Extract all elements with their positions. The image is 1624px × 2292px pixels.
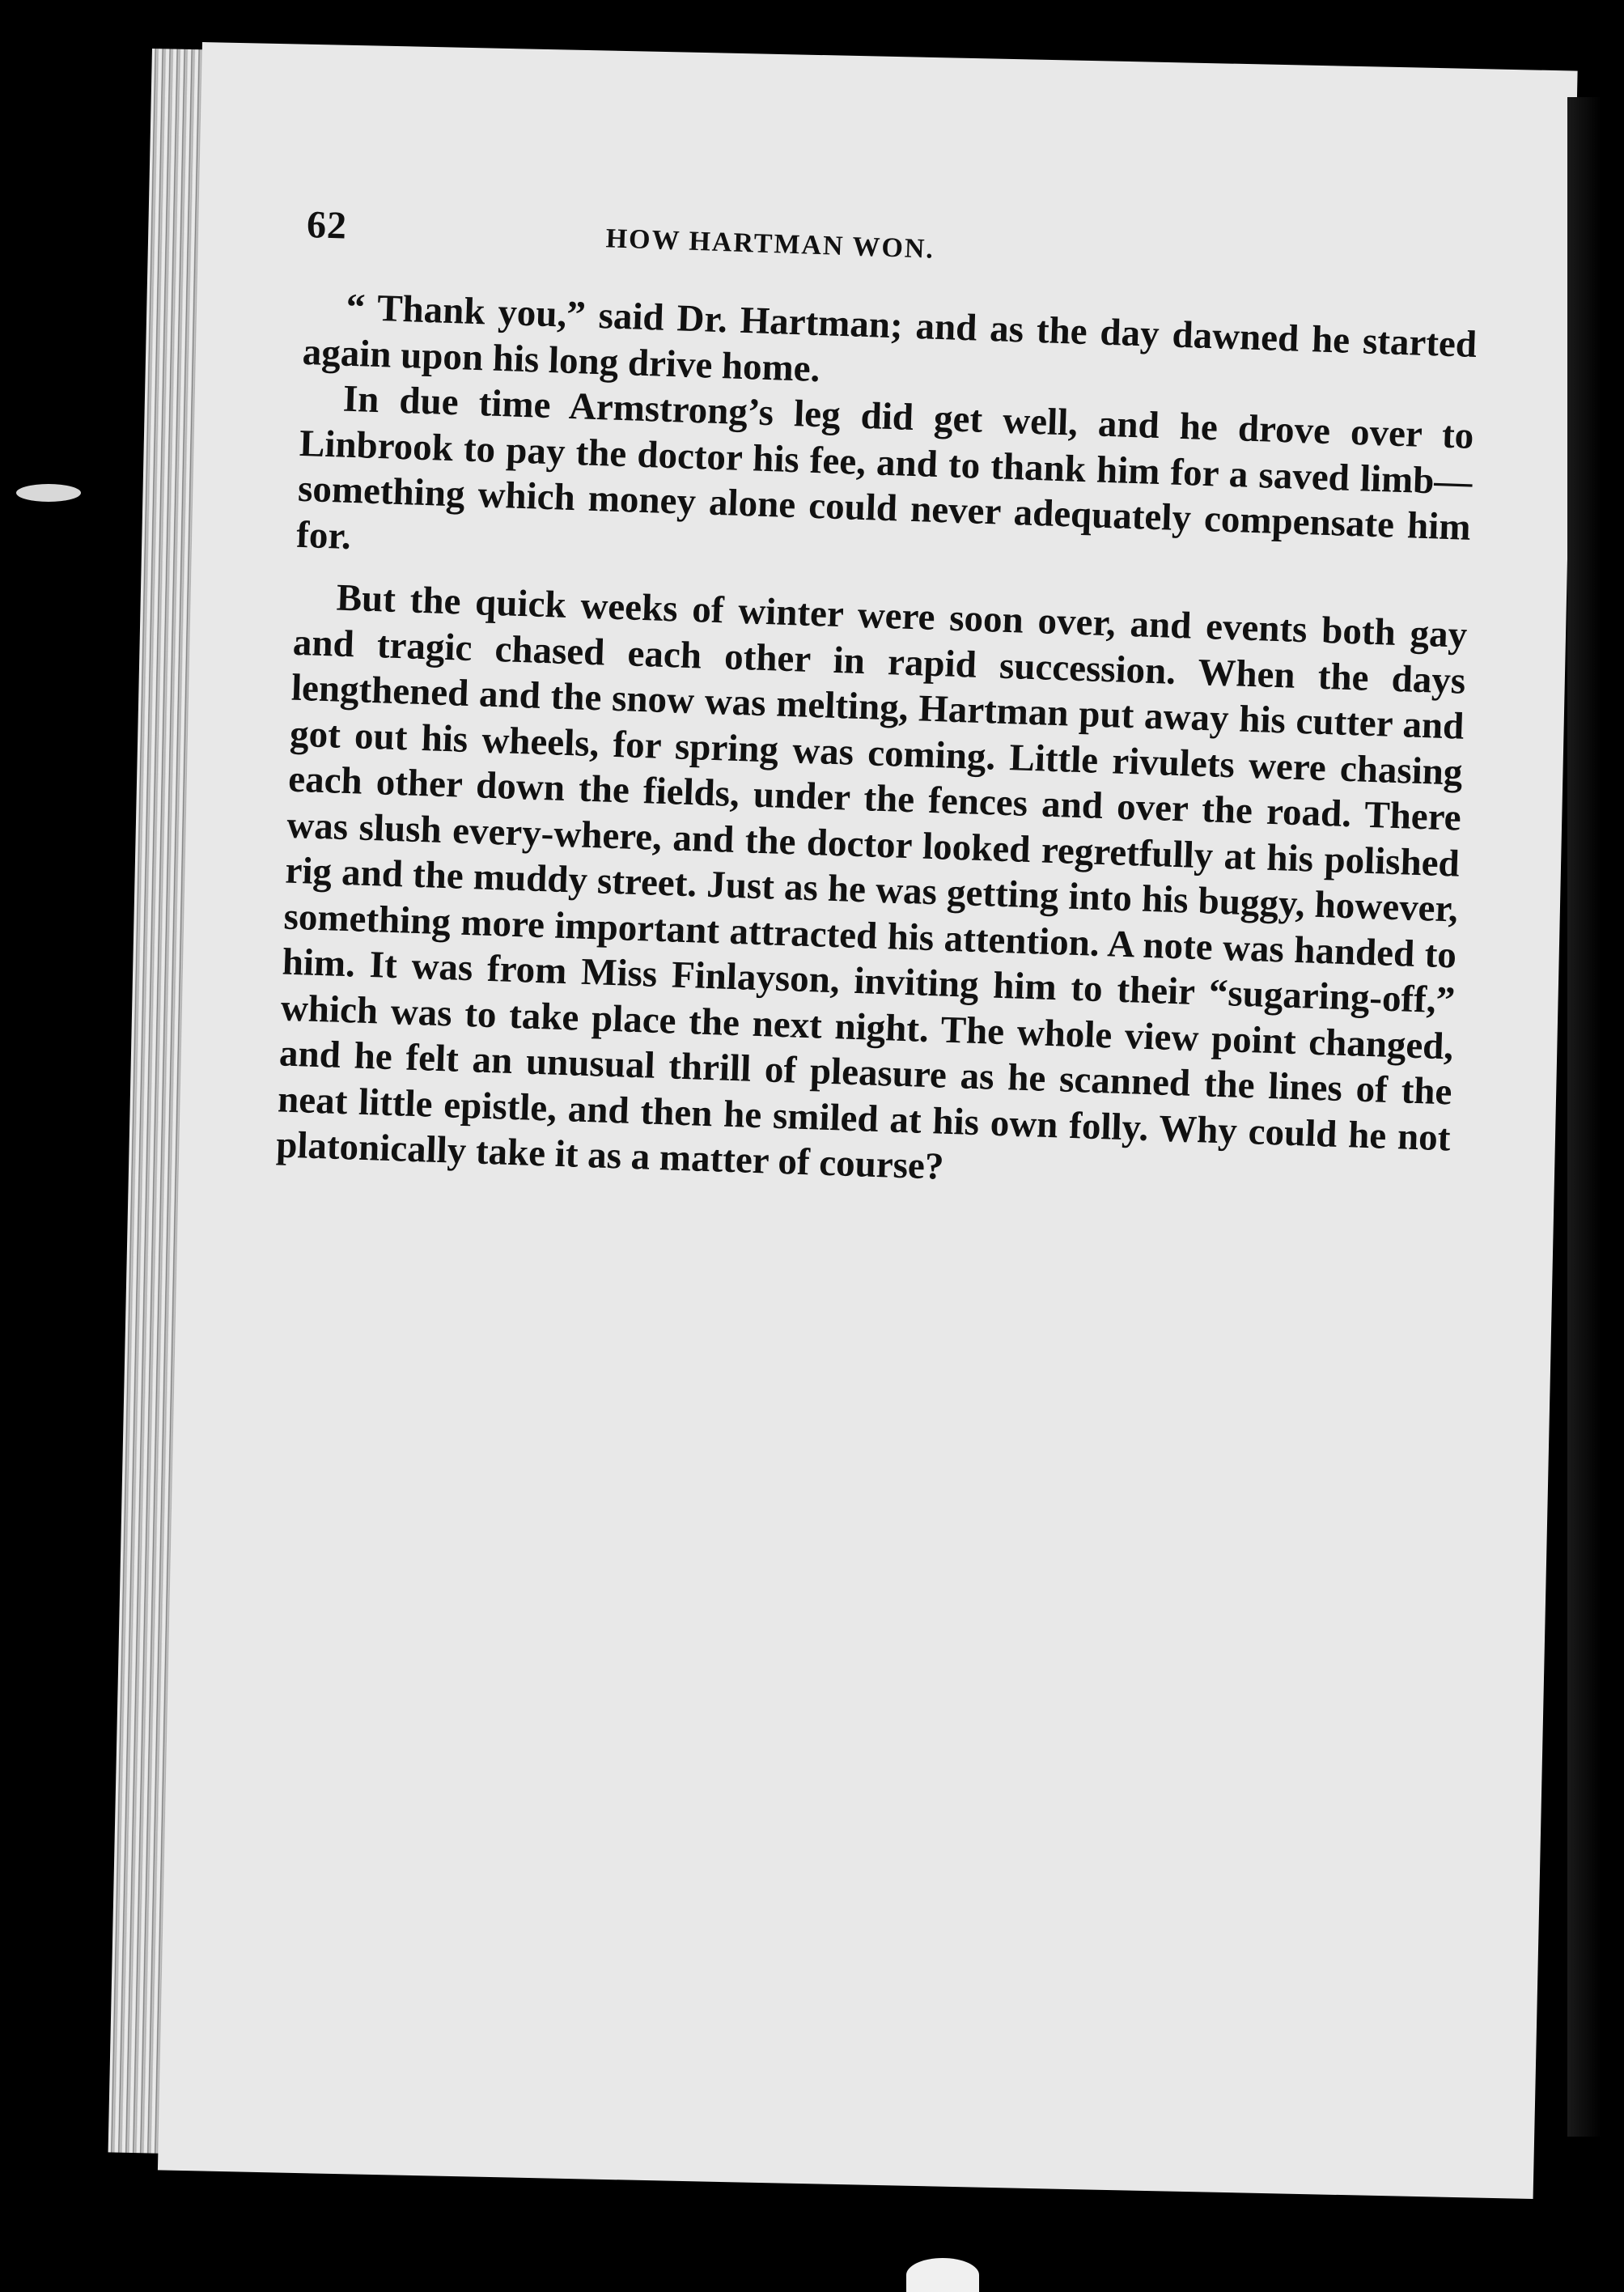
paragraph: “ Thank you,” said Dr. Hartman; and as the day dawned he started again upon his long drive home. [302,286,1478,390]
running-head: HOW HARTMAN WON. [605,223,935,265]
page-content [275,202,1480,1207]
margin-speck [906,2258,979,2292]
margin-speck [16,484,81,502]
page-number: 62 [306,202,348,248]
binding-shadow [1567,97,1624,2137]
body-text [275,283,1477,1207]
paragraph: In due time Armstrong’s leg did get well, and he drove over to Linbrook to pay the doctor his fee, and to thank him for a saved limb—something which money alone could never adequately compensate him for. [295,377,1475,558]
paragraph: But the quick weeks of winter were soon over, and events both gay and tragic chased each other in rapid succession. When the days lengthened and the snow was melting, Hartman put away his cutter and got out his wheels, for spring was coming. Little rivulets were chasing each other down the fields, under the fences and over the road. There was slush every-where, and the doctor looked regretfully at his polished rig and the muddy street. Just as he was getting into his buggy, however, something more important attracted his attention. A note was handed to him. It was from Miss Finlayson, inviting him to their “sugaring-off,” which was to take place the next night. The whole view point changed, and he felt an unusual thrill of pleasure as he scanned the lines of the neat little epistle, and then he smiled at his own folly. Why could he not platonically take it as a matter of course? [275,576,1468,1188]
